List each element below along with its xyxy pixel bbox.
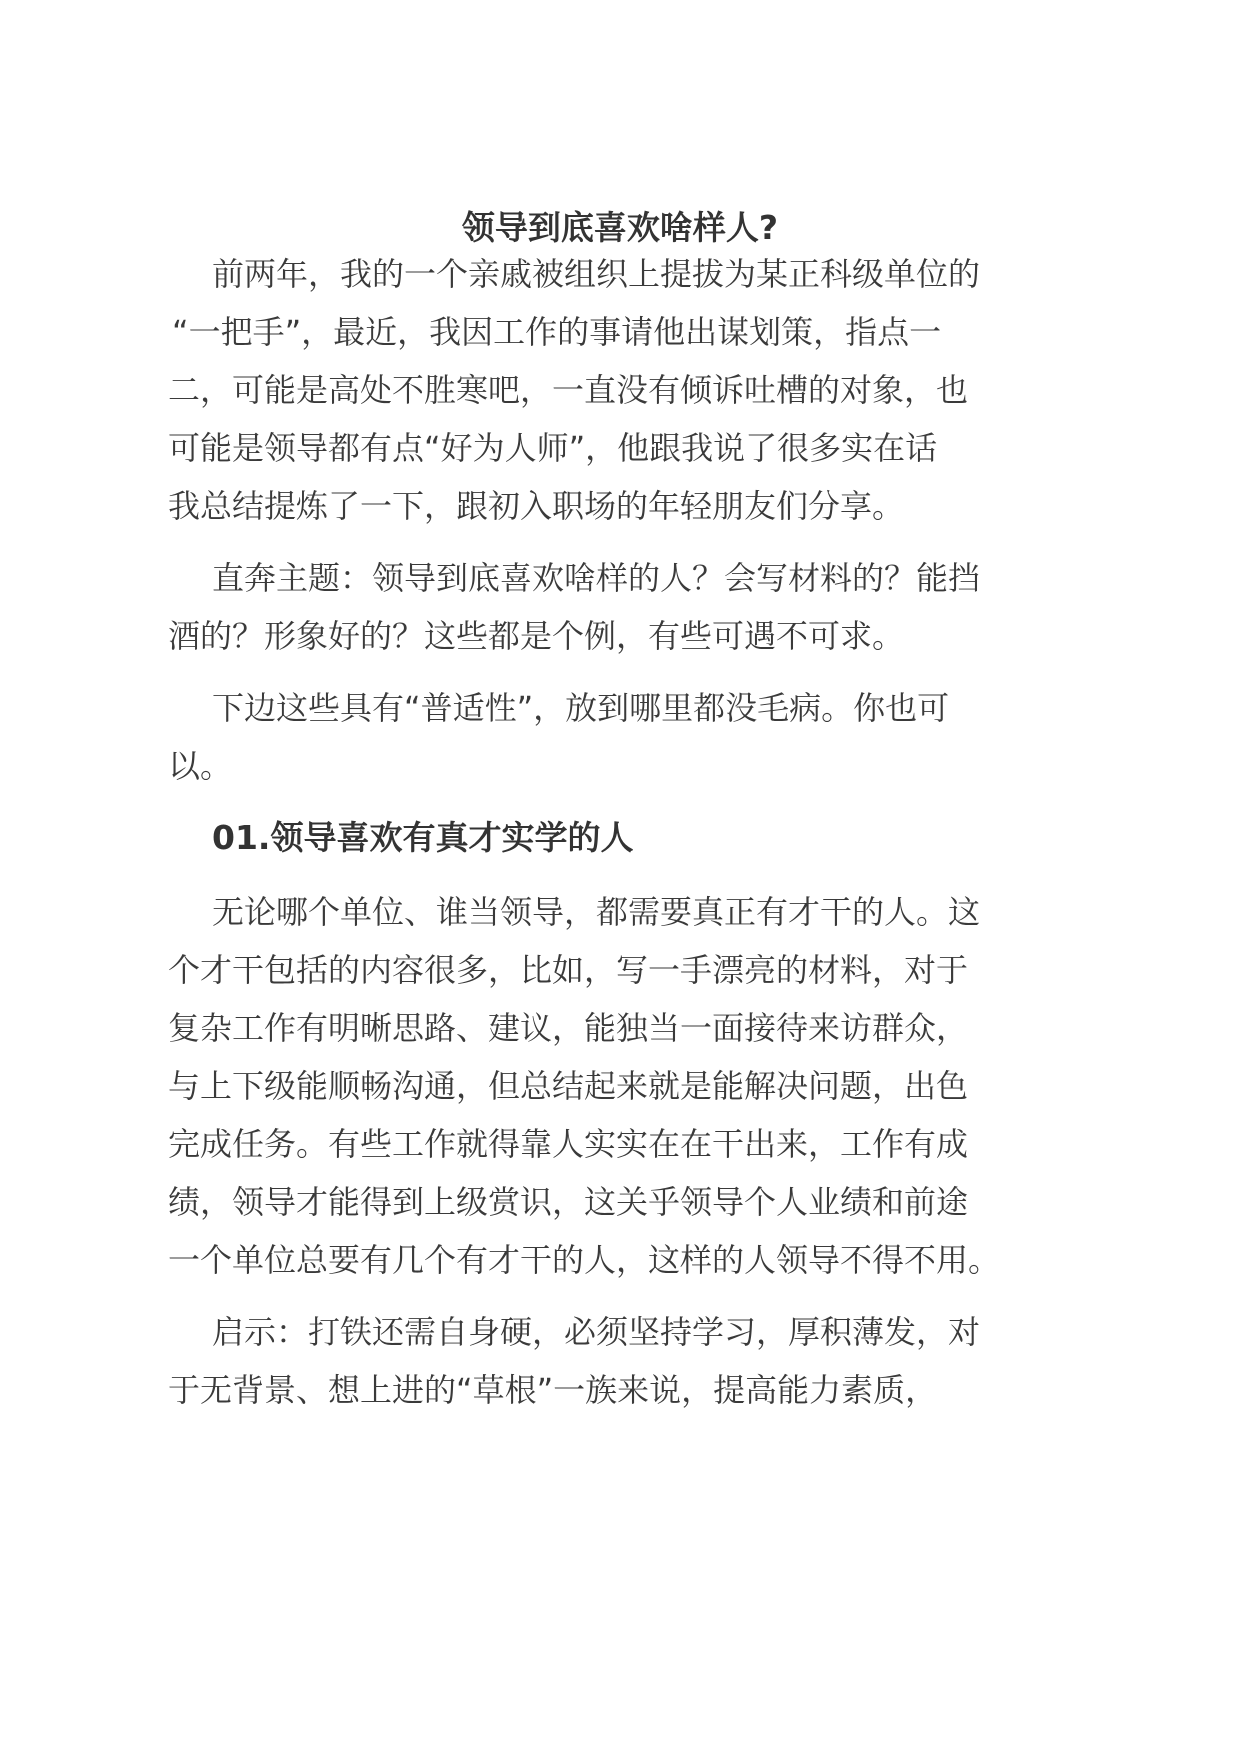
paragraph-line: “一把手”，最近，我因工作的事请他出谋划策，指点一	[172, 313, 942, 351]
paragraph-line: 一个单位总要有几个有才干的人，这样的人领导不得不用。	[168, 1241, 1001, 1279]
document-title: 领导到底喜欢啥样人?	[461, 208, 779, 247]
paragraph-line: 酒的？形象好的？这些都是个例，有些可遇不可求。	[168, 617, 905, 655]
paragraph-line: 无论哪个单位、谁当领导，都需要真正有才干的人。这	[212, 893, 981, 931]
paragraph-line: 绩，领导才能得到上级赏识，这关乎领导个人业绩和前途	[168, 1183, 969, 1221]
paragraph-line: 二，可能是高处不胜寒吧，一直没有倾诉吐槽的对象，也	[168, 371, 969, 409]
paragraph-line: 复杂工作有明晰思路、建议，能独当一面接待来访群众，	[168, 1009, 969, 1047]
paragraph-line: 以。	[168, 747, 233, 785]
paragraph-line: 我总结提炼了一下，跟初入职场的年轻朋友们分享。	[168, 487, 905, 525]
paragraph-line: 与上下级能顺畅沟通，但总结起来就是能解决问题，出色	[168, 1067, 969, 1105]
paragraph-line: 于无背景、想上进的“草根”一族来说，提高能力素质，	[168, 1371, 938, 1409]
paragraph-line: 完成任务。有些工作就得靠人实实在在干出来，工作有成	[168, 1125, 969, 1163]
section-heading: 01.领导喜欢有真才实学的人	[212, 818, 634, 857]
paragraph-line: 可能是领导都有点“好为人师”，他跟我说了很多实在话	[168, 429, 938, 467]
paragraph-line: 直奔主题：领导到底喜欢啥样的人？会写材料的？能挡	[212, 559, 981, 597]
paragraph-line: 启示：打铁还需自身硬，必须坚持学习，厚积薄发，对	[212, 1313, 981, 1351]
paragraph-line: 前两年，我的一个亲戚被组织上提拔为某正科级单位的	[212, 255, 981, 293]
paragraph-line: 个才干包括的内容很多，比如，写一手漂亮的材料，对于	[168, 951, 969, 989]
paragraph-line: 下边这些具有“普适性”，放到哪里都没毛病。你也可	[212, 689, 950, 727]
